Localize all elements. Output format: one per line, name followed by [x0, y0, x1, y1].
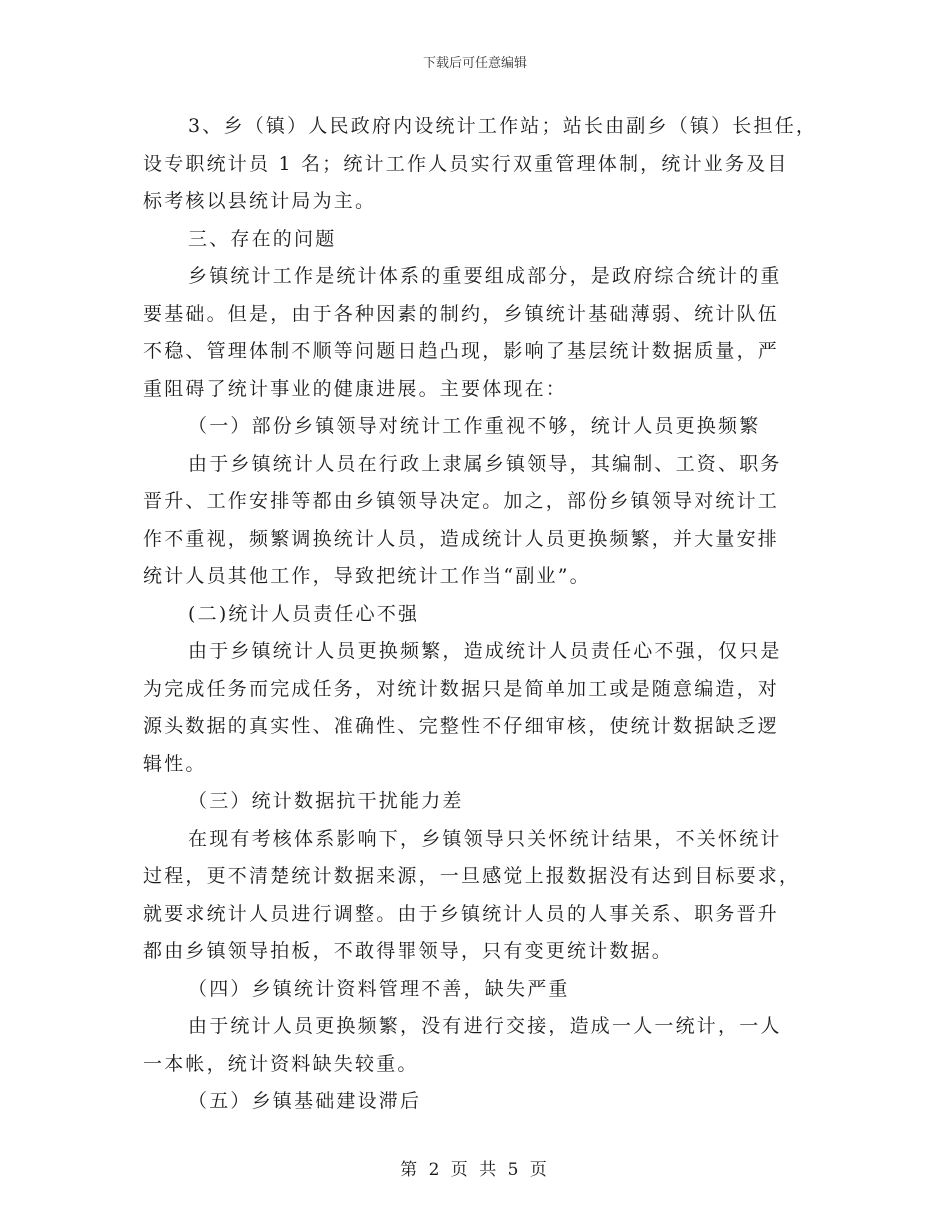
- subsection-heading: (二)统计人员责任心不强: [188, 602, 420, 625]
- document-body: [143, 108, 818, 1121]
- paragraph-line: 3、乡（镇）人民政府内设统计工作站；站长由副乡（镇）长担任，: [188, 115, 818, 137]
- page-footer: 第 2 页 共 5 页: [400, 1160, 550, 1180]
- paragraph-line: 就要求统计人员进行调整。由于乡镇统计人员的人事关系、职务晋升: [143, 902, 780, 925]
- page-header: 下载后可任意编辑: [422, 56, 527, 71]
- paragraph-line: 源头数据的真实性、准确性、完整性不仔细审核，使统计数据缺乏逻: [143, 715, 780, 737]
- section-heading: 三、存在的问题: [188, 227, 337, 250]
- paragraph-line: 由于统计人员更换频繁，没有进行交接，造成一人一统计，一人: [188, 1015, 782, 1037]
- paragraph-line: 乡镇统计工作是统计体系的重要组成部分，是政府综合统计的重: [188, 265, 782, 287]
- paragraph-line: 一本帐，统计资料缺失较重。: [143, 1052, 419, 1075]
- paragraph-line: 都由乡镇领导拍板，不敢得罪领导，只有变更统计数据。: [143, 940, 674, 962]
- subsection-heading: （五）乡镇基础建设滞后: [188, 1090, 422, 1112]
- paragraph-line: 由于乡镇统计人员在行政上隶属乡镇领导，其编制、工资、职务: [188, 452, 782, 475]
- paragraph-line: 由于乡镇统计人员更换频繁，造成统计人员责任心不强，仅只是: [188, 640, 782, 662]
- paragraph-line: 在现有考核体系影响下，乡镇领导只关怀统计结果，不关怀统计: [188, 827, 782, 850]
- subsection-heading: （四）乡镇统计资料管理不善，缺失严重: [188, 977, 570, 1000]
- paragraph-line: 辑性。: [143, 752, 207, 775]
- paragraph-line: 为完成任务而完成任务，对统计数据只是简单加工或是随意编造，对: [143, 677, 780, 700]
- paragraph-line: 过程，更不清楚统计数据来源，一旦感觉上报数据没有达到目标要求，: [143, 865, 801, 887]
- paragraph-line: 重阻碍了统计事业的健康进展。主要体现在：: [143, 377, 568, 400]
- subsection-heading: （一）部份乡镇领导对统计工作重视不够，统计人员更换频繁: [188, 415, 761, 437]
- paragraph-line: 不稳、管理体制不顺等问题日趋凸现，影响了基层统计数据质量，严: [143, 340, 780, 362]
- paragraph-line: 要基础。但是，由于各种因素的制约，乡镇统计基础薄弱、统计队伍: [143, 302, 780, 325]
- paragraph-line: 统计人员其他工作，导致把统计工作当“副业”。: [143, 565, 591, 587]
- paragraph-line: 晋升、工作安排等都由乡镇领导决定。加之，部份乡镇领导对统计工: [143, 490, 780, 512]
- paragraph-line: 标考核以县统计局为主。: [143, 190, 377, 212]
- subsection-heading: （三）统计数据抗干扰能力差: [188, 790, 464, 812]
- paragraph-line: 设专职统计员 1 名；统计工作人员实行双重管理体制，统计业务及目: [143, 152, 789, 175]
- paragraph-line: 作不重视，频繁调换统计人员，造成统计人员更换频繁，并大量安排: [143, 527, 780, 550]
